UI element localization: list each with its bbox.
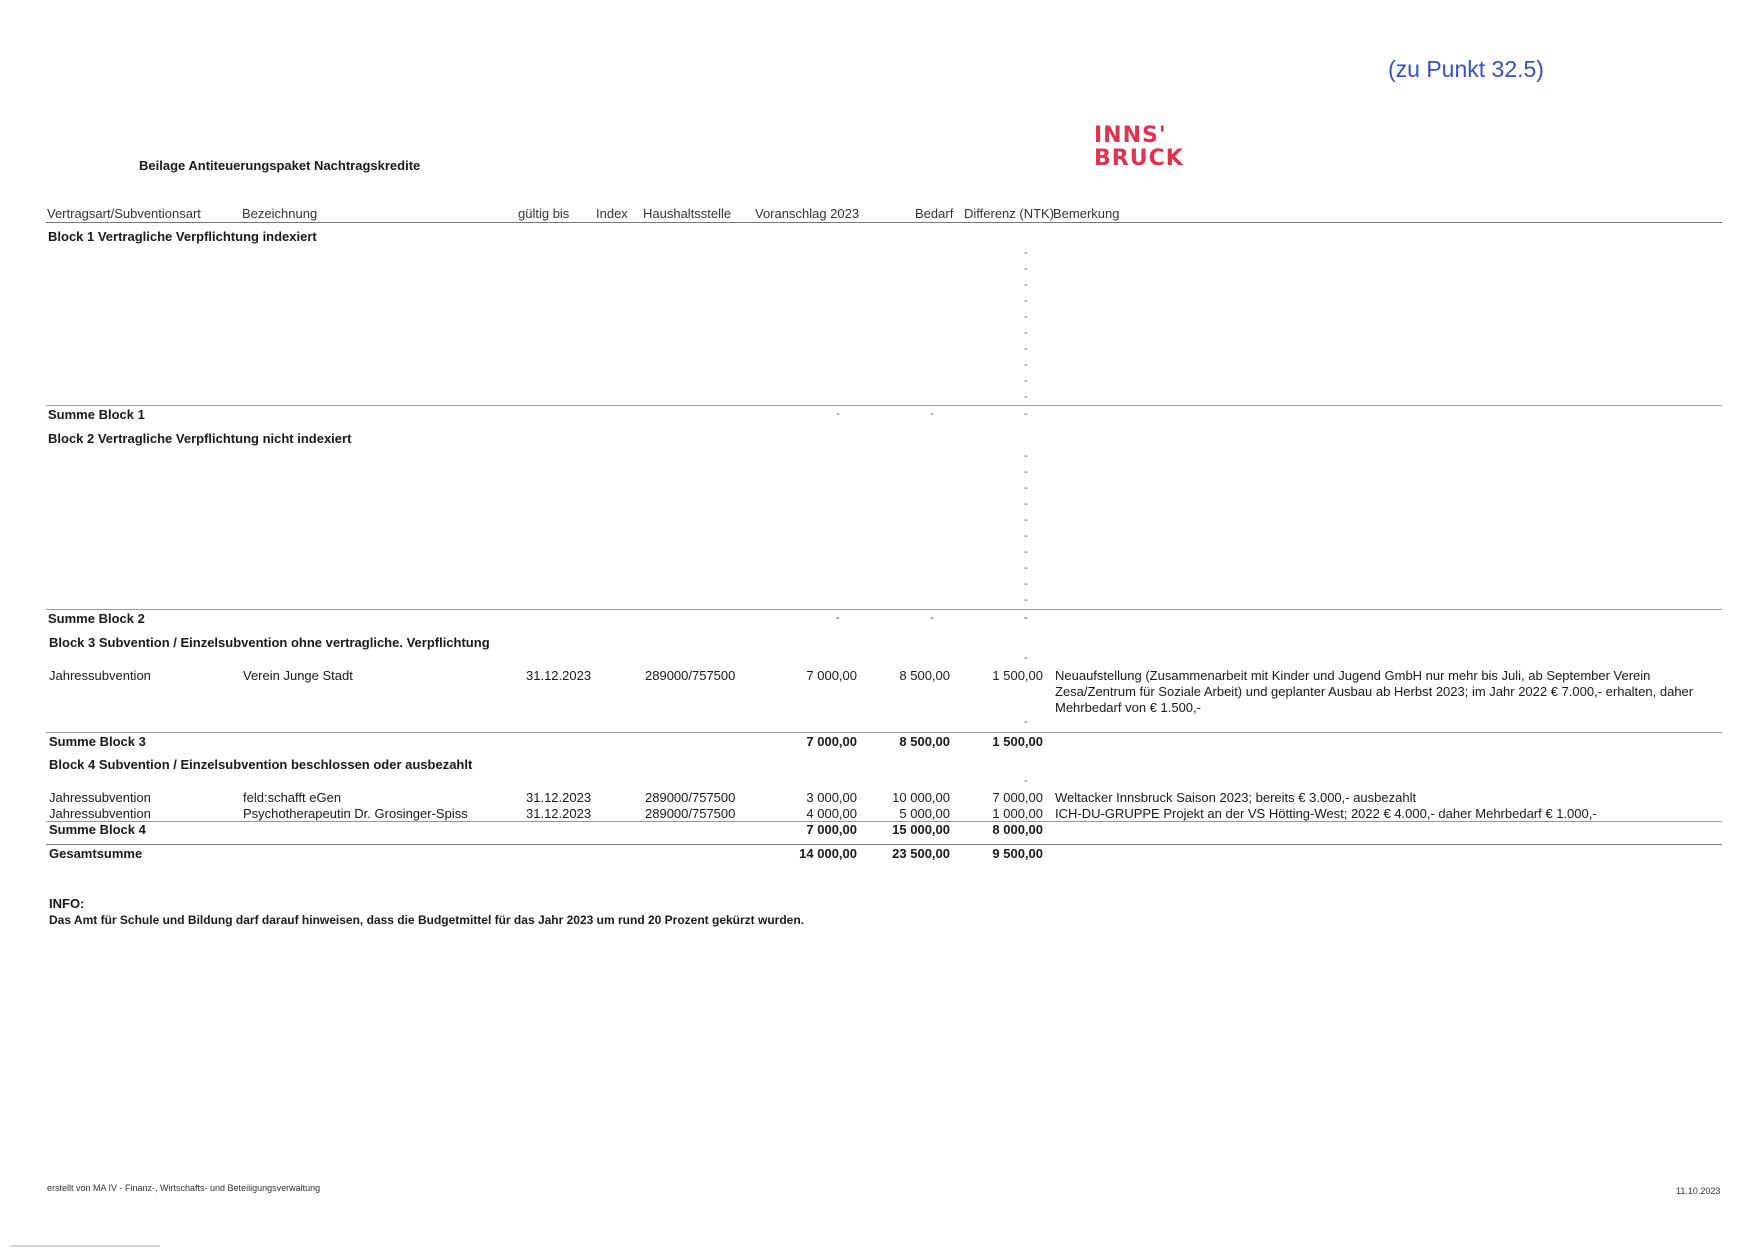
row-remark: Neuaufstellung (Zusammenarbeit mit Kinder und Jugend GmbH nur mehr bis Juli, ab September Verein Zesa/Zentrum für Soziale Arbeit) und geplanter Ausbau ab Herbst 2023; im Jahr 2022 € 7.000,- erhalten, daher Mehrbedarf von € 1.500,-: [1055, 668, 1694, 715]
document-title: Beilage Antiteuerungspaket Nachtragskredite: [139, 158, 421, 173]
block-2-dash: -: [1024, 450, 1028, 462]
row-budget-item: 289000/757500: [645, 790, 736, 805]
header-name: Bezeichnung: [242, 206, 318, 221]
block-2-sum-diff: -: [1024, 612, 1028, 624]
header-diff: Differenz (NTK): [964, 206, 1055, 221]
block-3-divider: [46, 732, 1722, 733]
block-1-sum-need: -: [930, 408, 934, 420]
info-text: Das Amt für Schule und Bildung darf darauf hinweisen, dass die Budgetmittel für das Jahr 2023 um rund 20 Prozent gekürzt wurden.: [49, 913, 805, 927]
row-name: Psychotherapeutin Dr. Grosinger-Spiss: [243, 806, 468, 821]
block-2-dash: -: [1024, 594, 1028, 606]
row-diff: 7 000,00: [992, 790, 1043, 805]
row-name: feld:schafft eGen: [243, 790, 342, 805]
block-2-divider: [46, 609, 1722, 610]
row-type: Jahressubvention: [49, 668, 151, 683]
block-1-dash: -: [1024, 359, 1028, 371]
block-1-dash: -: [1024, 391, 1028, 403]
header-need: Bedarf: [915, 206, 954, 221]
total-diff: 9 500,00: [992, 846, 1043, 861]
block-1-sum-diff: -: [1024, 408, 1028, 420]
logo-line-1: INNS': [1094, 123, 1167, 148]
block-4-sum-diff: 8 000,00: [992, 822, 1043, 837]
block-3-sum-estimate: 7 000,00: [806, 734, 857, 749]
block-3-dash: -: [1024, 716, 1028, 728]
block-2-sum-need: -: [930, 612, 934, 624]
block-3-dash: -: [1024, 652, 1028, 664]
row-diff: 1 500,00: [992, 668, 1043, 683]
row-valid: 31.12.2023: [526, 790, 592, 805]
block-3-title: Block 3 Subvention / Einzelsubvention ohne vertragliche. Verpflichtung: [49, 635, 490, 650]
block-1-sum-estimate: -: [836, 408, 840, 420]
header-type: Vertragsart/Subventionsart: [47, 206, 201, 221]
block-1-dash: -: [1024, 375, 1028, 387]
row-estimate: 4 000,00: [806, 806, 857, 821]
total-estimate: 14 000,00: [799, 846, 857, 861]
footer-author: erstellt von MA IV - Finanz-, Wirtschafts- und Beteiligungsverwaltung: [47, 1183, 321, 1193]
block-1-dash: -: [1024, 263, 1028, 275]
block-3-sum-diff: 1 500,00: [992, 734, 1043, 749]
block-2-title: Block 2 Vertragliche Verpflichtung nicht indexiert: [48, 431, 352, 446]
row-name: Verein Junge Stadt: [243, 668, 353, 683]
block-4-title: Block 4 Subvention / Einzelsubvention beschlossen oder ausbezahlt: [49, 757, 473, 772]
block-2-dash: -: [1024, 578, 1028, 590]
total-divider: [46, 844, 1722, 845]
agenda-reference: (zu Punkt 32.5): [1388, 56, 1544, 82]
row-estimate: 3 000,00: [806, 790, 857, 805]
block-2-dash: -: [1024, 546, 1028, 558]
block-4-sum-estimate: 7 000,00: [806, 822, 857, 837]
block-1-dash: -: [1024, 343, 1028, 355]
row-valid: 31.12.2023: [526, 668, 592, 683]
header-remark: Bemerkung: [1053, 206, 1120, 221]
block-1-dash: -: [1024, 247, 1028, 259]
total-label: Gesamtsumme: [49, 846, 143, 861]
row-type: Jahressubvention: [49, 806, 151, 821]
row-need: 8 500,00: [899, 668, 950, 683]
row-remark: ICH-DU-GRUPPE Projekt an der VS Hötting-West; 2022 € 4.000,- daher Mehrbedarf € 1.000,-: [1055, 806, 1597, 821]
block-3-sum-label: Summe Block 3: [49, 734, 146, 749]
row-estimate: 7 000,00: [806, 668, 857, 683]
header-index: Index: [596, 206, 628, 221]
block-2-sum-estimate: -: [836, 612, 840, 624]
row-remark: Weltacker Innsbruck Saison 2023; bereits € 3.000,- ausbezahlt: [1055, 790, 1417, 805]
block-4-dash: -: [1024, 775, 1028, 787]
footer-date: 11.10.2023: [1676, 1186, 1721, 1196]
row-valid: 31.12.2023: [526, 806, 592, 821]
block-4-sum-label: Summe Block 4: [49, 822, 146, 837]
block-2-dash: -: [1024, 530, 1028, 542]
block-3-sum-need: 8 500,00: [899, 734, 950, 749]
row-type: Jahressubvention: [49, 790, 151, 805]
row-diff: 1 000,00: [992, 806, 1043, 821]
row-budget-item: 289000/757500: [645, 806, 736, 821]
scan-artifact-line: [10, 1245, 160, 1247]
info-label: INFO:: [49, 896, 85, 911]
block-2-dash: -: [1024, 482, 1028, 494]
row-budget-item: 289000/757500: [645, 668, 736, 683]
block-4-sum-need: 15 000,00: [892, 822, 950, 837]
block-1-title: Block 1 Vertragliche Verpflichtung indexiert: [48, 229, 317, 244]
block-2-dash: -: [1024, 514, 1028, 526]
logo-line-2: BRUCK: [1094, 146, 1184, 171]
row-need: 10 000,00: [892, 790, 950, 805]
block-1-dash: -: [1024, 295, 1028, 307]
block-2-dash: -: [1024, 562, 1028, 574]
total-need: 23 500,00: [892, 846, 950, 861]
block-1-dash: -: [1024, 279, 1028, 291]
header-divider: [46, 222, 1722, 223]
block-1-dash: -: [1024, 327, 1028, 339]
block-2-dash: -: [1024, 498, 1028, 510]
innsbruck-logo: [1094, 124, 1184, 170]
row-need: 5 000,00: [899, 806, 950, 821]
header-budget-item: Haushaltsstelle: [643, 206, 732, 221]
header-estimate: Voranschlag 2023: [755, 206, 860, 221]
block-1-divider: [46, 405, 1722, 406]
block-1-dash: -: [1024, 311, 1028, 323]
header-valid: gültig bis: [518, 206, 570, 221]
block-1-sum-label: Summe Block 1: [48, 407, 145, 422]
block-2-sum-label: Summe Block 2: [48, 611, 145, 626]
block-2-dash: -: [1024, 466, 1028, 478]
